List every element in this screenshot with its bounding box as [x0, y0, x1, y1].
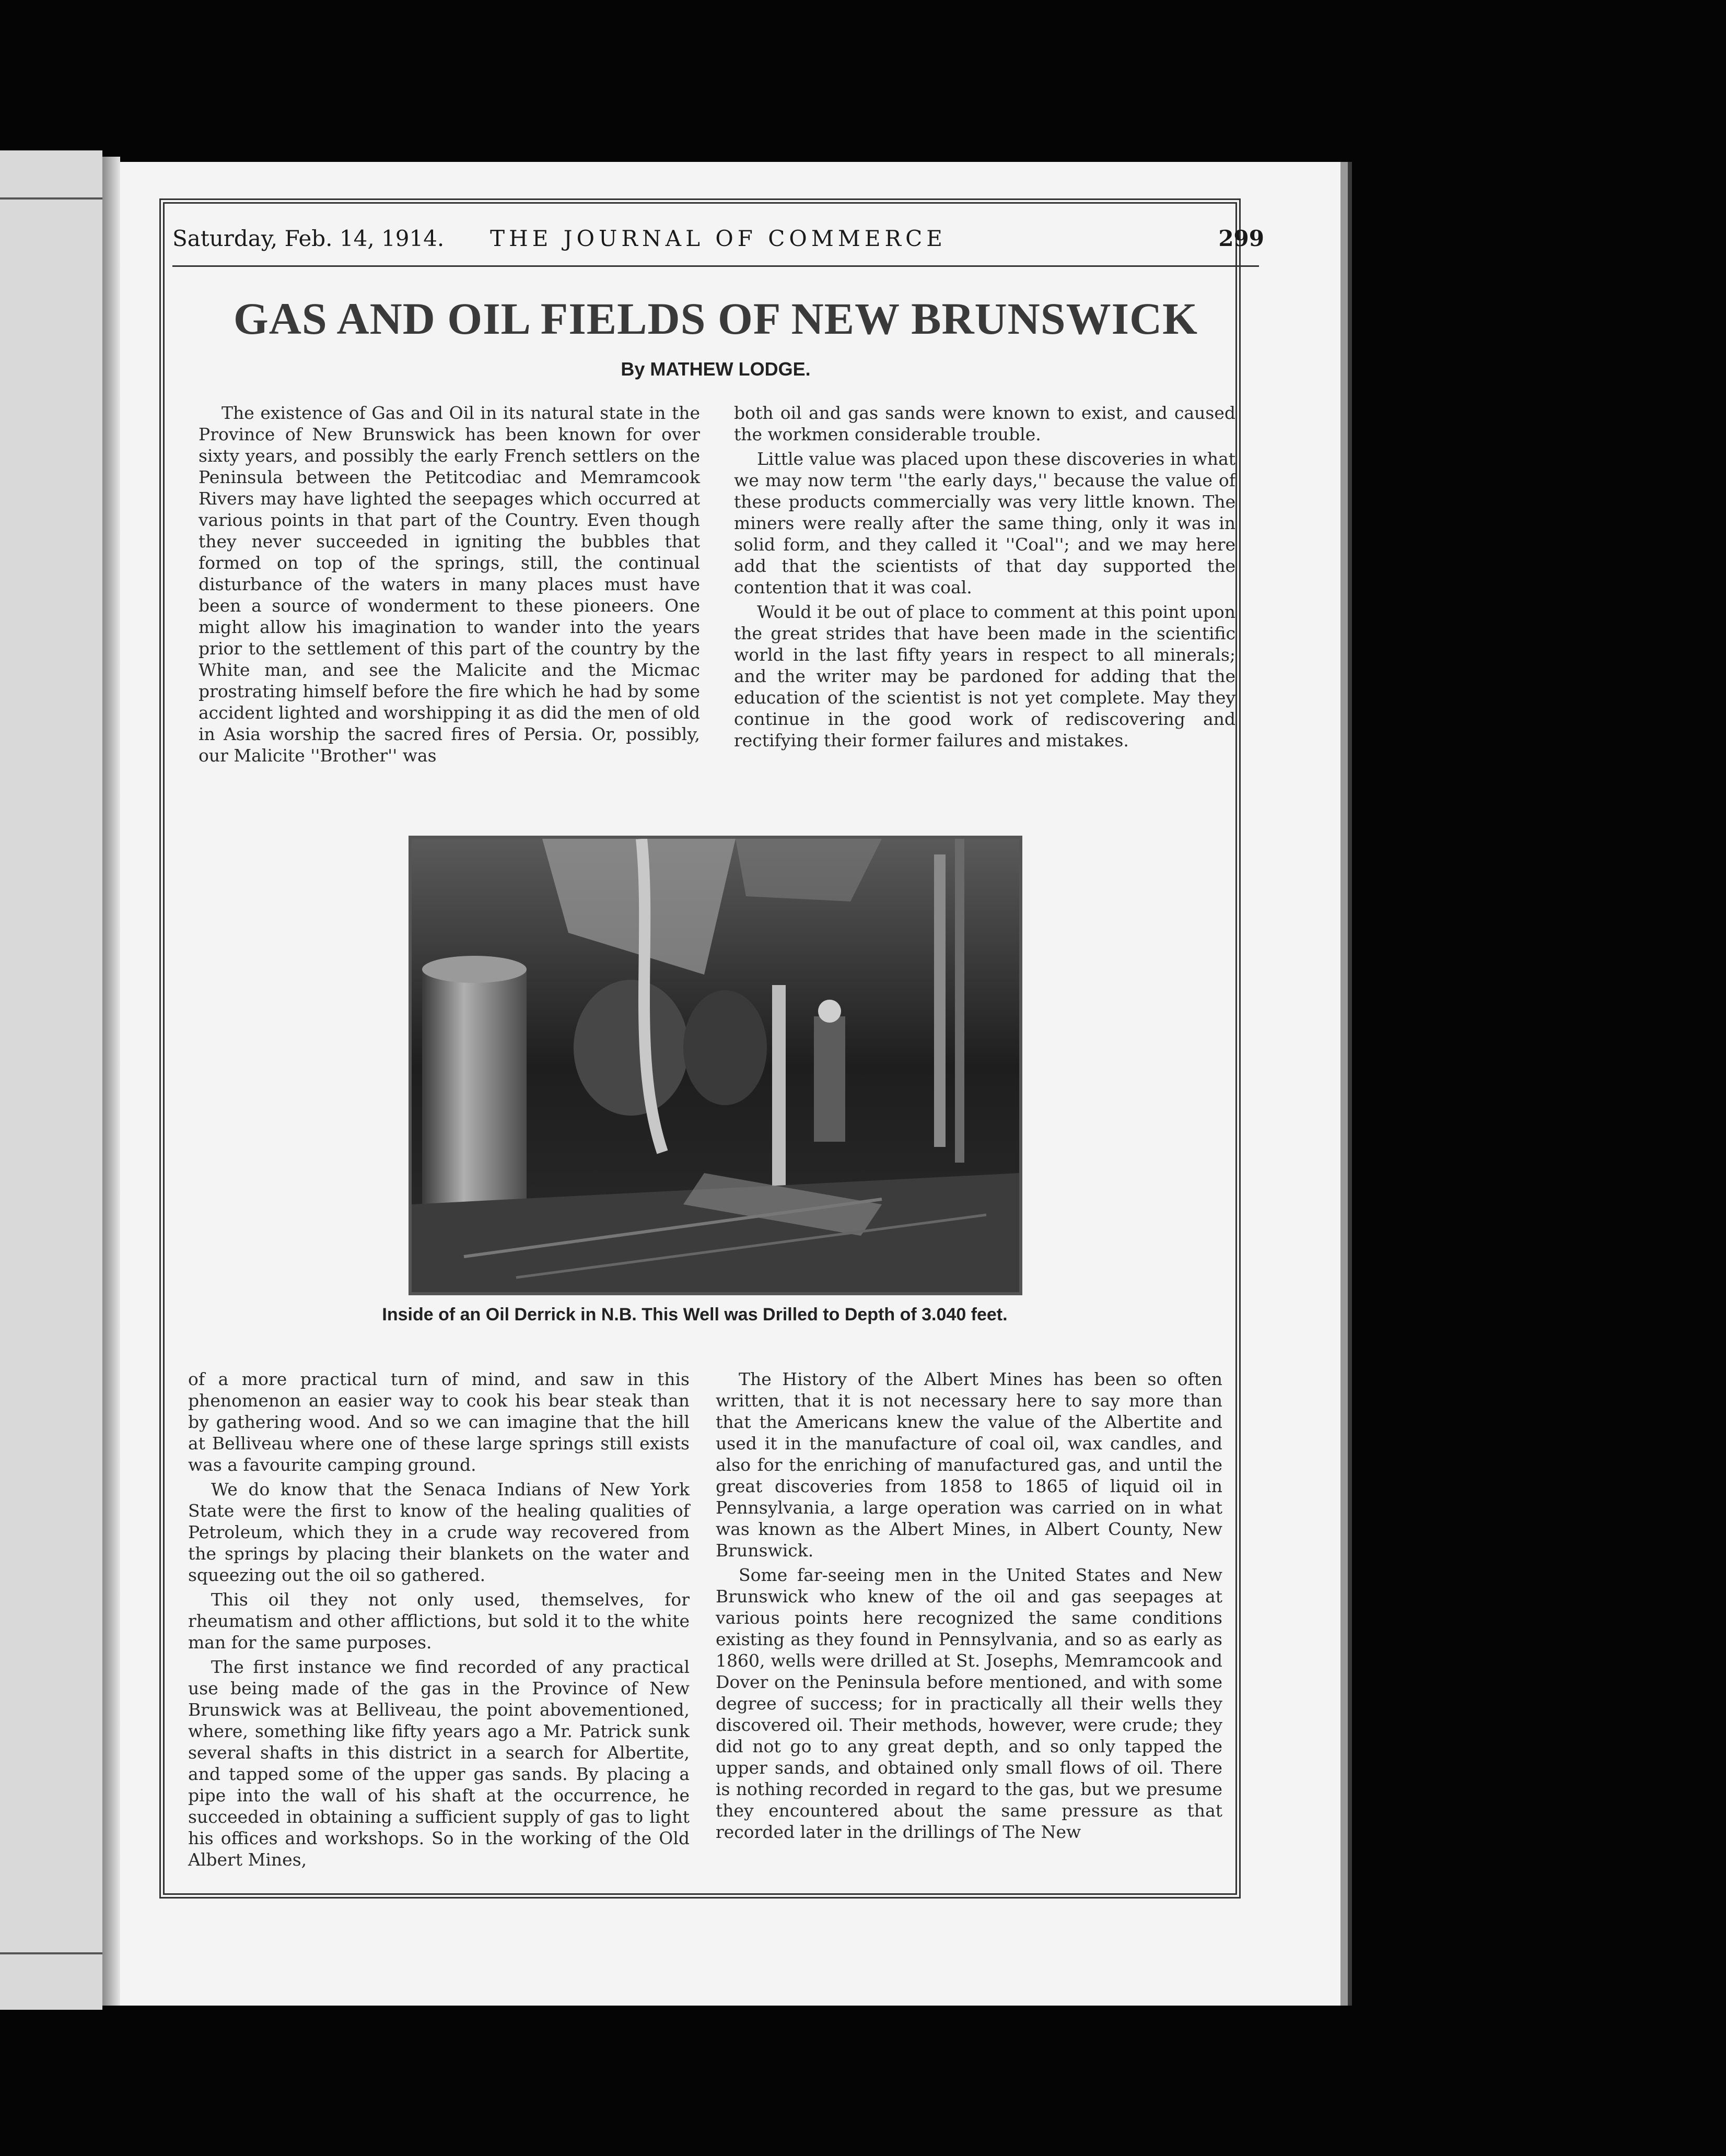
- paragraph: Some far-seeing men in the United States and New Brunswick who knew of the oil and gas seepages at various points here recognized the same conditions existing as they found in Pennsylvania, and so as early as 1860, wells were drilled at St. Josephs, Memramcook and Dover on the Peninsula before mentioned, and with some degree of success; for in practically all their wells they discovered oil. Their methods, however, were crude; they did not go to any great depth, and so only tapped the upper sands, and obtained only small flows of oil. There is nothing recorded in regard to the gas, but we presume they encountered about the same pressure as that recorded later in the drillings of The New: [716, 1565, 1222, 1842]
- oil-derrick-photo-illustration: [412, 839, 1019, 1292]
- magazine-page: [120, 162, 1340, 2006]
- page-number: 299: [1218, 226, 1264, 251]
- paragraph: The existence of Gas and Oil in its natural state in the Province of New Brunswick has been known for over sixty years, and possibly the early French settlers on the Peninsula between the Petitcodiac and Memramcook Rivers may have lighted the seepages which occurred at various points in that part of the Country. Even though they never succeeded in igniting the bubbles that formed on top of the springs, still, the continual disturbance of the waters in many places must have been a source of wonderment to these pioneers. One might allow his imagination to wander into the years prior to the settlement of this part of the country by the White man, and see the Malicite and the Micmac prostrating himself before the fire which he had by some accident lighted and worshipping it as did the men of old in Asia worship the sacred fires of Persia. Or, possibly, our Malicite ''Brother'' was: [199, 403, 700, 766]
- article-byline: By MATHEW LODGE.: [621, 358, 811, 380]
- paragraph: The first instance we find recorded of any practical use being made of the gas in the Province of New Brunswick was at Belliveau, the point abovementioned, where, something like fifty years ago a Mr. Patrick sunk several shafts in this district in a search for Albertite, and tapped some of the upper gas sands. By placing a pipe into the wall of his shaft at the occurrence, he succeeded in obtaining a sufficient supply of gas to light his offices and workshops. So in the working of the Old Albert Mines,: [188, 1657, 690, 1870]
- paragraph: Would it be out of place to comment at this point upon the great strides that have been made in the scientific world in the last fifty years in respect to all minerals; and the writer may be pardoned for adding that the education of the scientist is not yet complete. May they continue in the good work of rediscovering and rectifying their former failures and mistakes.: [734, 602, 1235, 751]
- running-header: [172, 226, 1264, 262]
- paragraph: This oil they not only used, themselves, for rheumatism and other afflictions, but sold it to the white man for the same purposes.: [188, 1589, 690, 1653]
- paragraph: We do know that the Senaca Indians of New York State were the first to know of the healing qualities of Petroleum, which they in a crude way recovered from the springs by placing their blankets on the water and squeezing out the oil so gathered.: [188, 1479, 690, 1585]
- adjacent-page-rule: [0, 197, 102, 200]
- journal-name: THE JOURNAL OF COMMERCE: [490, 226, 947, 251]
- article-title: GAS AND OIL FIELDS OF NEW BRUNSWICK: [233, 294, 1198, 344]
- paragraph: The History of the Albert Mines has been so often written, that it is not necessary here to say more than that the Americans knew the value of the Albertite and used it in the manufacture of coal oil, wax candles, and also for the enriching of manufactured gas, and until the great discoveries from 1858 to 1865 of liquid oil in Pennsylvania, a large operation was carried on in what was known as the Albert Mines, in Albert County, New Brunswick.: [716, 1369, 1222, 1561]
- column-bottom-left: [188, 1368, 690, 1891]
- adjacent-page-rule: [0, 1952, 102, 1954]
- adjacent-page-edge: [0, 150, 102, 2010]
- issue-date: Saturday, Feb. 14, 1914.: [172, 226, 445, 251]
- oil-derrick-photo: [409, 836, 1022, 1295]
- book-spine-shadow: [102, 157, 120, 2006]
- paragraph: Little value was placed upon these discoveries in what we may now term ''the early days,'' because the value of these products commercially was very little known. The miners were really after the same thing, only it was in solid form, and they called it ''Coal''; and we may here add that the scientists of that day supported the contention that it was coal.: [734, 449, 1235, 597]
- paragraph: of a more practical turn of mind, and saw in this phenomenon an easier way to cook his bear steak than by gathering wood. And so we can imagine that the hill at Belliveau where one of these large springs still exists was a favourite camping ground.: [188, 1369, 690, 1475]
- photo-caption: Inside of an Oil Derrick in N.B. This Well was Drilled to Depth of 3.040 feet.: [382, 1305, 1008, 1325]
- paragraph: both oil and gas sands were known to exist, and caused the workmen considerable trouble.: [734, 403, 1235, 444]
- header-rule: [172, 265, 1259, 267]
- column-bottom-right: [716, 1368, 1222, 1891]
